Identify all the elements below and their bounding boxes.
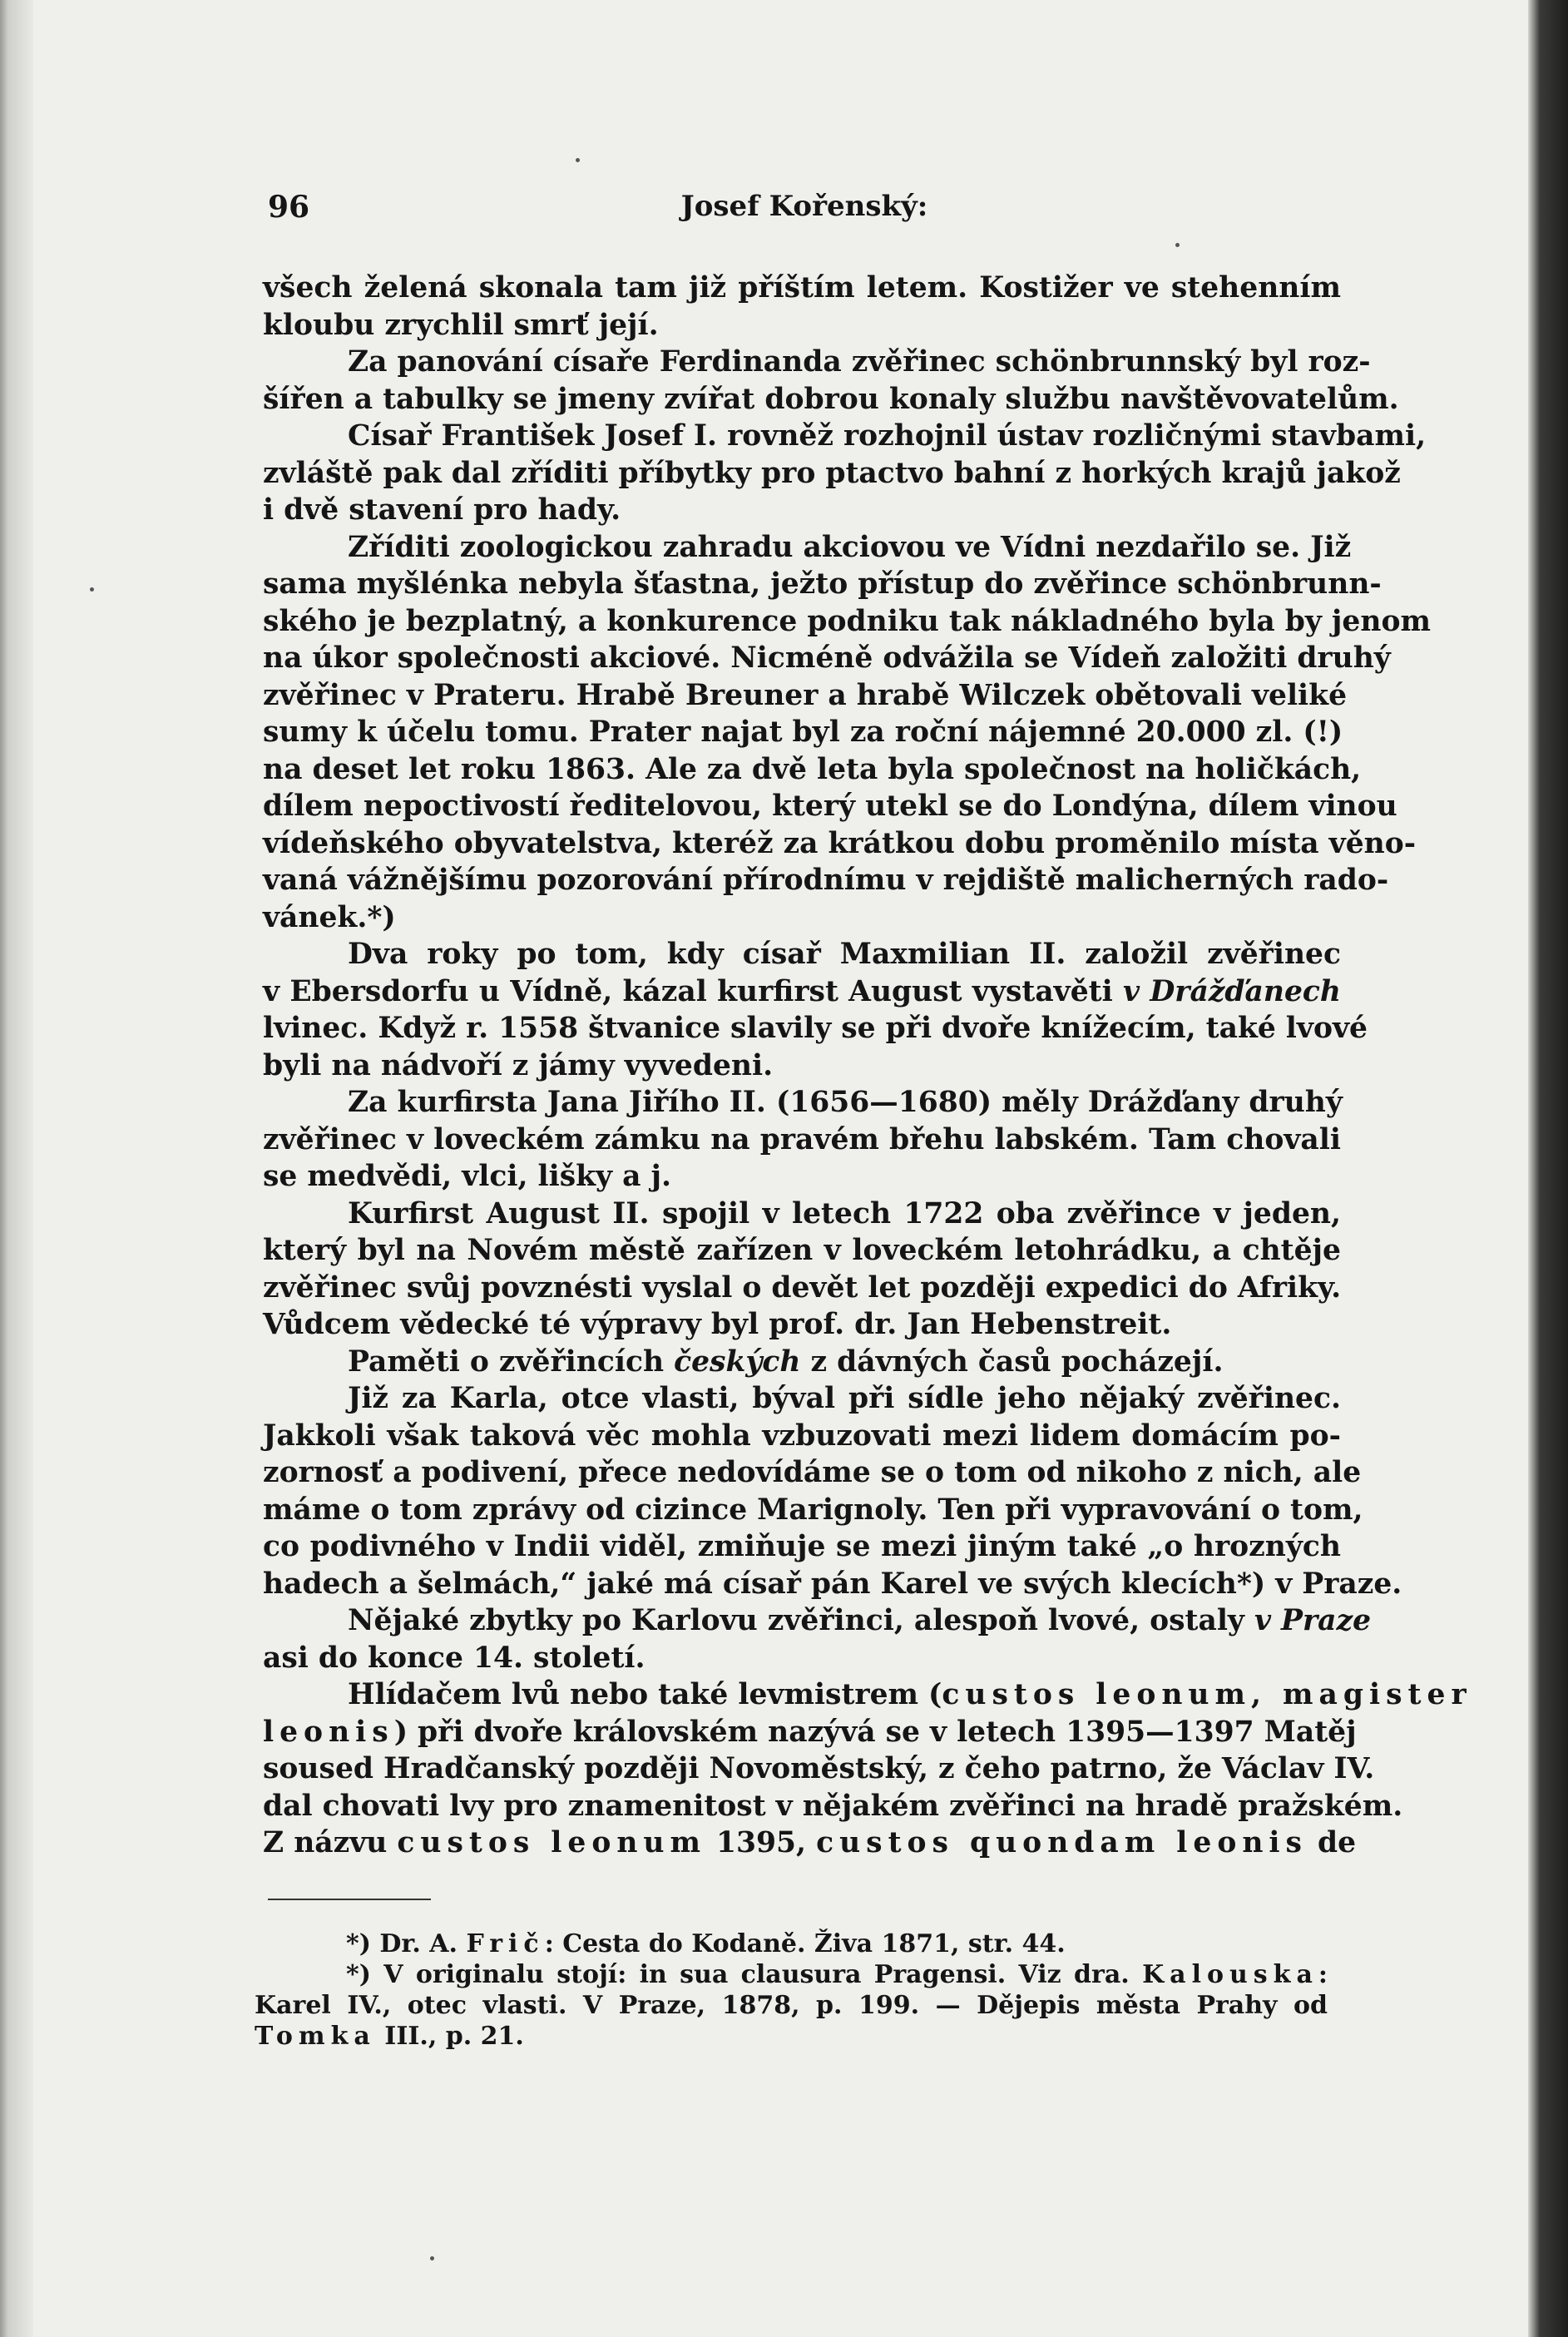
text-segment: : Cesta do Kodaně. Živa 1871, str. 44. bbox=[544, 1929, 1066, 1958]
text-line bbox=[263, 1825, 1357, 1862]
text-line: zornosť a podivení, přece nedovídáme se o tom od nikoho z nich, ale bbox=[263, 1456, 1362, 1489]
spaced-latin-term: custos quondam leonis bbox=[816, 1826, 1308, 1859]
text-segment: : bbox=[1318, 1960, 1328, 1989]
text-line: Vůdcem vědecké té výpravy byl prof. dr. Jan Hebenstreit. bbox=[263, 1308, 1172, 1341]
text-line: na deset let roku 1863. Ale za dvě leta byla společnost na holičkách, bbox=[263, 752, 1362, 786]
text-line: byli na nádvoří z jámy vyvedeni. bbox=[263, 1048, 774, 1082]
text-segment: *) Dr. A. bbox=[346, 1929, 467, 1958]
text-line: všech želená skonala tam již příštím letem. Kostižer ve stehenním bbox=[263, 271, 1341, 305]
text-line bbox=[263, 1344, 1341, 1381]
text-segment: III., p. 21. bbox=[375, 2022, 524, 2051]
text-segment: Z názvu bbox=[263, 1826, 398, 1859]
footnotes bbox=[255, 1929, 1328, 2052]
footnote-rule bbox=[268, 1899, 431, 1900]
spaced-author-name: Tomka bbox=[255, 2022, 376, 2051]
page-edge-right bbox=[1528, 0, 1568, 2337]
text-line: kloubu zrychlil smrť její. bbox=[263, 308, 659, 342]
text-line bbox=[263, 973, 1341, 1011]
text-line: zvláště pak dal zříditi příbytky pro ptactvo bahní z horkých krajů jakož bbox=[263, 456, 1401, 490]
text-line: zvěřinec v loveckém zámku na pravém břehu labském. Tam chovali bbox=[263, 1122, 1341, 1156]
spaced-latin-term: leonis bbox=[263, 1715, 394, 1749]
footnote-line bbox=[255, 2021, 1328, 2052]
paper-speck bbox=[430, 2256, 434, 2260]
page-number: 96 bbox=[268, 190, 310, 225]
spaced-author-name: Kalouska bbox=[1142, 1960, 1318, 1989]
spaced-latin-term: custos leonum, magister bbox=[942, 1678, 1472, 1711]
paper-speck bbox=[576, 158, 580, 162]
spaced-author-name: Frič bbox=[466, 1929, 545, 1958]
text-line: Za panování císaře Ferdinanda zvěřinec schönbrunnský byl roz- bbox=[348, 345, 1371, 379]
text-line: Císař František Josef I. rovněž rozhojnil ústav rozličnými stavbami, bbox=[348, 419, 1427, 453]
running-title: Josef Kořenský: bbox=[680, 190, 928, 223]
text-line: co podivného v Indii viděl, zmiňuje se mezi jiným také „o hrozných bbox=[263, 1530, 1341, 1563]
text-segment: Nějaké zbytky po Karlovu zvěřinci, alespoň lvové, ostaly bbox=[348, 1604, 1254, 1637]
text-line bbox=[263, 1714, 1357, 1751]
text-line: vánek.*) bbox=[263, 900, 396, 934]
text-line: Dva roky po tom, kdy císař Maxmilian II. založil zvěřinec bbox=[348, 938, 1341, 971]
text-line: vídeňského obyvatelstva, kteréž za krátkou dobu proměnilo místa věno- bbox=[263, 826, 1417, 860]
page-header bbox=[268, 185, 1341, 235]
body-text bbox=[263, 270, 1472, 1862]
text-line: asi do konce 14. století. bbox=[263, 1641, 646, 1675]
paper-speck bbox=[1175, 243, 1180, 247]
text-line: lvinec. Když r. 1558 štvanice slavily se při dvoře knížecím, také lvové bbox=[263, 1012, 1368, 1045]
footnote-line bbox=[255, 1929, 1328, 1959]
text-line: Jakkoli však taková věc mohla vzbuzovati mezi lidem domácím po- bbox=[263, 1419, 1341, 1453]
text-line: se medvědi, vlci, lišky a j. bbox=[263, 1160, 671, 1193]
text-line: dílem nepoctivostí ředitelovou, který utekl se do Londýna, dílem vinou bbox=[263, 790, 1397, 823]
text-line bbox=[263, 1602, 1372, 1640]
text-segment: Hlídačem lvů nebo také levmistrem ( bbox=[348, 1678, 942, 1711]
text-line: Zříditi zoologickou zahradu akciovou ve Vídni nezdařilo se. Již bbox=[348, 530, 1352, 564]
text-line: zvěřinec svůj povznésti vyslal o devět let později expedici do Afriky. bbox=[263, 1270, 1342, 1305]
text-line: který byl na Novém městě zařízen v loveckém letohrádku, a chtěje bbox=[263, 1234, 1341, 1267]
text-line: šířen a tabulky se jmeny zvířat dobrou konaly službu navštěvovatelům. bbox=[263, 382, 1399, 416]
text-line: hadech a šelmách,“ jaké má císař pán Karel ve svých klecích*) v Praze. bbox=[263, 1567, 1402, 1601]
italic-word: českých bbox=[674, 1344, 801, 1379]
text-line: dal chovati lvy pro znamenitost v nějakém zvěřinci na hradě pražském. bbox=[263, 1789, 1403, 1823]
text-line: sumy k účelu tomu. Prater najat byl za roční nájemné 20.000 zl. (!) bbox=[263, 715, 1343, 749]
text-segment: de bbox=[1307, 1826, 1357, 1859]
text-line: vaná vážnějšímu pozorování přírodnímu v rejdiště malicherných rado- bbox=[263, 864, 1389, 897]
text-line: soused Hradčanský později Novoměstský, z čeho patrno, že Václav IV. bbox=[263, 1752, 1375, 1785]
text-segment: Paměti o zvěřincích bbox=[348, 1344, 675, 1379]
footnote-line bbox=[255, 1959, 1328, 1990]
text-line: Kurfirst August II. spojil v letech 1722 oba zvěřince v jeden, bbox=[348, 1196, 1341, 1230]
text-line: máme o tom zprávy od cizince Marignoly. Ten při vypravování o tom, bbox=[263, 1493, 1363, 1527]
text-line: ského je bezplatný, a konkurence podniku tak nákladného byla by jenom bbox=[263, 604, 1431, 638]
text-line: i dvě stavení pro hady. bbox=[263, 493, 621, 527]
text-line bbox=[263, 1676, 1472, 1714]
text-segment: z dávných časů pocházejí. bbox=[800, 1344, 1224, 1379]
spaced-latin-term: custos leonum bbox=[397, 1826, 707, 1859]
text-line: zvěřinec v Prateru. Hrabě Breuner a hrabě Wilczek obětovali veliké bbox=[263, 678, 1348, 712]
text-segment: *) V originalu stojí: in sua clausura Pragensi. Viz dra. bbox=[346, 1960, 1143, 1989]
paper-speck bbox=[90, 587, 94, 592]
text-segment: 1395, bbox=[706, 1826, 817, 1859]
italic-place-name: v Drážďanech bbox=[1123, 974, 1341, 1008]
text-line: Již za Karla, otce vlasti, býval při sídle jeho nějaký zvěřinec. bbox=[348, 1382, 1341, 1415]
text-segment: v Ebersdorfu u Vídně, kázal kurfirst August vystavěti bbox=[263, 974, 1124, 1008]
text-line: sama myšlénka nebyla šťastna, ježto přístup do zvěřince schönbrunn- bbox=[263, 567, 1382, 601]
page-edge-left bbox=[0, 0, 33, 2337]
text-line: na úkor společnosti akciové. Nicméně odvážila se Vídeň založiti druhý bbox=[263, 641, 1391, 675]
text-line: Za kurfirsta Jana Jiřího II. (1656—1680) měly Drážďany druhý bbox=[348, 1086, 1343, 1119]
text-segment: ) při dvoře královském nazývá se v letech 1395—1397 Matěj bbox=[393, 1715, 1357, 1749]
italic-place-name: v Praze bbox=[1254, 1604, 1372, 1637]
footnote-line: Karel IV., otec vlasti. V Praze, 1878, p. 199. — Dějepis města Prahy od bbox=[255, 1991, 1328, 2020]
